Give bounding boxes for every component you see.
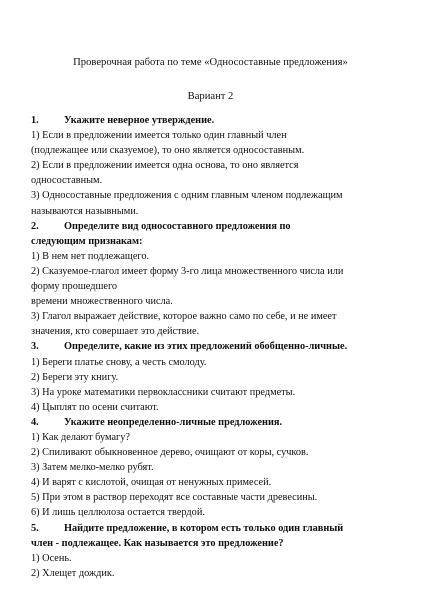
answer-line: 1) Как делают бумагу? <box>31 431 130 443</box>
answer-line: значения, кто совершает это действие. <box>31 326 200 338</box>
answer-line: 3) На уроке математики первоклассники считают предметы. <box>31 386 296 398</box>
answer-line: 1) Осень. <box>31 552 72 564</box>
answer-line: 6) И лишь целлюлоза остается твердой. <box>31 507 205 519</box>
variant-heading: Вариант 2 <box>187 91 234 102</box>
answer-line: 2) Сказуемое-глагол имеет форму 3-го лица множественного числа или <box>31 265 344 277</box>
answer-line: 4) И варят с кислотой, очищая от ненужных примесей. <box>31 477 272 489</box>
question-text: Определите вид односоставного предложения по <box>64 220 291 232</box>
answer-line: (подлежащее или сказуемое), то оно является односоставным. <box>31 145 305 157</box>
answer-line: 5) При этом в раствор переходят все составные части древесины. <box>31 492 318 504</box>
question-5-heading <box>31 521 403 536</box>
question-number: 1. <box>31 115 39 126</box>
answer-line: 2) Хлещет дождик. <box>31 567 115 579</box>
answer-line: 3) Затем мелко-мелко рубят. <box>31 462 154 474</box>
answer-line: времени множественного числа. <box>31 296 173 308</box>
question-number: 5. <box>31 522 39 534</box>
answer-line: 1) В нем нет подлежащего. <box>31 250 150 262</box>
answer-line: 3) Односоставные предложения с одним главным членом подлежащим <box>31 190 343 202</box>
answer-line: 4) Цыплят по осени считают. <box>31 401 159 413</box>
questions-list <box>31 113 403 581</box>
question-text-continuation: член - подлежащее. Как называется это предложение? <box>31 537 284 549</box>
answer-line: 2) Спиливают обыкновенное дерево, очищают от коры, сучков. <box>31 447 309 459</box>
answer-line: 1) Береги платье снову, а честь смолоду. <box>31 356 207 368</box>
answer-line: называются назывными. <box>31 205 139 217</box>
document-title: Проверочная работа по теме «Односоставные предложения» <box>73 57 348 68</box>
question-text: Найдите предложение, в котором есть только один главный <box>64 522 344 534</box>
answer-line: 2) Если в предложении имеется одна основа, то оно является <box>31 160 299 172</box>
question-1-heading <box>31 113 403 128</box>
answer-line: 1) Если в предложении имеется только один главный член <box>31 130 287 142</box>
question-3-heading <box>31 339 403 354</box>
question-text: Укажите неверное утверждение. <box>64 115 215 126</box>
question-number: 3. <box>31 341 39 353</box>
question-number: 4. <box>31 416 39 428</box>
question-number: 2. <box>31 220 39 232</box>
answer-line: 3) Глагол выражает действие, которое важно само по себе, и не имеет <box>31 311 337 323</box>
answer-line: форму прошедшего <box>31 281 118 293</box>
question-text: Определите, какие из этих предложений обобщенно-личные. <box>64 341 348 353</box>
question-text-continuation: следующим признакам: <box>31 235 143 247</box>
question-4-heading <box>31 415 403 430</box>
answer-line: 2) Береги эту книгу. <box>31 371 119 383</box>
question-2-heading <box>31 219 403 234</box>
answer-line: односоставным. <box>31 175 103 187</box>
question-text: Укажите неопределенно-личные предложения. <box>64 416 283 428</box>
